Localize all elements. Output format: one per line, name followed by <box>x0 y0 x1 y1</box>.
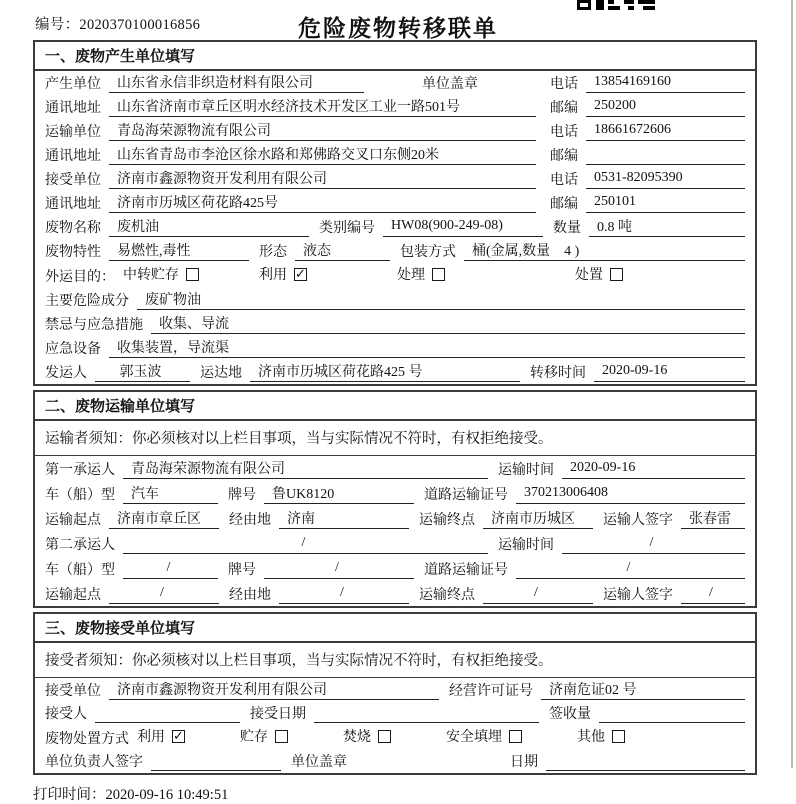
route2-via-label: 经由地 <box>229 588 271 603</box>
generator-label: 产生单位 <box>45 77 101 92</box>
receiver-label: 接受单位 <box>45 173 101 188</box>
row-disposal-method <box>35 725 755 750</box>
generator-left <box>45 72 550 93</box>
vehicle1-plate-label: 牌号 <box>228 488 256 503</box>
row-acceptor <box>35 702 755 725</box>
checkbox-disposal-other-icon <box>612 730 625 743</box>
seal-date-value <box>546 752 745 771</box>
disposal-option-other <box>577 726 625 748</box>
row-equipment <box>35 336 755 360</box>
receiving-unit-value: 济南市鑫源物资开发利用有限公司 <box>109 679 439 700</box>
row-transporter-unit <box>35 119 755 143</box>
transporter-address-label: 通讯地址 <box>45 149 101 164</box>
vehicle2-plate-value: / <box>264 560 414 579</box>
row-waste-name <box>35 215 755 239</box>
purpose-option-treat <box>397 264 445 286</box>
row-dispatch <box>35 360 755 384</box>
route2-end-value: / <box>483 585 593 604</box>
generator-address-value: 山东省济南市章丘区明水经济技术开发区工业一路501号 <box>109 96 536 117</box>
vehicle2-license-label: 道路运输证号 <box>424 563 508 578</box>
hazard-label: 主要危险成分 <box>45 294 129 309</box>
row-route1 <box>35 506 755 531</box>
transporter-value: 青岛海荣源物流有限公司 <box>109 120 536 141</box>
row-responsible-signature <box>35 750 755 773</box>
responsible-sign-label: 单位负责人签字 <box>45 755 143 770</box>
vehicle1-type-label: 车（船）型 <box>45 488 115 503</box>
carrier1-label: 第一承运人 <box>45 463 115 478</box>
print-time-label: 打印时间： <box>33 787 106 803</box>
row-carrier2 <box>35 531 755 556</box>
seal-label: 单位盖章 <box>422 77 478 92</box>
carrier2-time-value: / <box>562 535 745 554</box>
route1-sign-value: 张春雷 <box>681 508 745 529</box>
destination-value: 济南市历城区荷花路425 号 <box>250 361 520 382</box>
waste-form-value: 液态 <box>295 240 390 261</box>
row-vehicle2 <box>35 556 755 581</box>
checkbox-disposal-storage-icon <box>275 730 288 743</box>
row-route2 <box>35 581 755 606</box>
disposal-storage-label: 贮存 <box>240 730 268 745</box>
receiver-postcode-label: 邮编 <box>550 197 578 212</box>
route2-via-value: / <box>279 585 409 604</box>
carrier1-time-label: 运输时间 <box>498 463 554 478</box>
row-receiver-address <box>35 191 755 215</box>
checkbox-disposal-landfill-icon <box>509 730 522 743</box>
carrier1-value: 青岛海荣源物流有限公司 <box>123 458 488 479</box>
dispatcher-label: 发运人 <box>45 366 87 381</box>
responsible-sign-value <box>151 752 281 771</box>
receiver-address-left <box>45 192 550 213</box>
disposal-option-incinerate <box>343 726 391 748</box>
accept-date-value <box>314 704 539 723</box>
seal-date-label: 日期 <box>510 755 538 770</box>
receiver-phone-value: 0531-82095390 <box>586 170 745 189</box>
disposal-utilize-label: 利用 <box>137 730 165 745</box>
generator-address-label: 通讯地址 <box>45 101 101 116</box>
row-hazard <box>35 288 755 312</box>
route2-start-value: / <box>109 585 219 604</box>
waste-name-value: 废机油 <box>109 216 309 237</box>
waste-form-label: 形态 <box>259 245 287 260</box>
receiver-notice: 接受者须知：你必须核对以上栏目事项，当与实际情况不符时，有权拒绝接受。 <box>35 643 755 678</box>
checkbox-dispose-icon <box>610 268 623 281</box>
route2-end-label: 运输终点 <box>419 588 475 603</box>
receiving-unit-label: 接受单位 <box>45 684 101 699</box>
vehicle1-license-value: 370213006408 <box>516 485 745 504</box>
packing-value: 桶(金属,数量 4 ) <box>464 240 745 261</box>
disposal-landfill-label: 安全填埋 <box>446 730 502 745</box>
row-purpose <box>35 263 755 288</box>
row-transporter-address <box>35 143 755 167</box>
row-generator-unit <box>35 71 755 95</box>
section-receiver <box>33 612 757 775</box>
purpose-dispose-label: 处置 <box>575 268 603 283</box>
row-generator-address <box>35 95 755 119</box>
route2-sign-value: / <box>681 585 745 604</box>
receiver-address-value: 济南市历城区荷花路425号 <box>109 192 536 213</box>
equipment-label: 应急设备 <box>45 342 101 357</box>
carrier2-time-label: 运输时间 <box>498 538 554 553</box>
transfer-time-label: 转移时间 <box>530 366 586 381</box>
route1-end-value: 济南市历城区 <box>483 508 593 529</box>
row-receiver-unit <box>35 167 755 191</box>
section-transporter <box>33 390 757 608</box>
transporter-label: 运输单位 <box>45 125 101 140</box>
transporter-address-left <box>45 144 550 165</box>
signed-amount-label: 签收量 <box>549 707 591 722</box>
contraindication-value: 收集、导流 <box>151 313 745 334</box>
section2-title: 二、废物运输单位填写 <box>35 392 755 421</box>
waste-quantity-label: 数量 <box>553 221 581 236</box>
purpose-utilize-label: 利用 <box>259 268 287 283</box>
operating-license-value: 济南危证02 号 <box>541 679 745 700</box>
disposal-option-utilize <box>137 726 185 748</box>
generator-address-left <box>45 96 550 117</box>
carrier2-value: / <box>123 535 488 554</box>
checkbox-treat-icon <box>432 268 445 281</box>
transporter-left <box>45 120 550 141</box>
packing-label: 包装方式 <box>400 245 456 260</box>
route1-start-value: 济南市章丘区 <box>109 508 219 529</box>
operating-license-label: 经营许可证号 <box>449 684 533 699</box>
disposal-other-label: 其他 <box>577 730 605 745</box>
contraindication-label: 禁忌与应急措施 <box>45 318 143 333</box>
purpose-label: 外运目的： <box>45 270 115 285</box>
row-carrier1 <box>35 456 755 481</box>
transporter-postcode-label: 邮编 <box>550 149 578 164</box>
generator-value: 山东省永信非织造材料有限公司 <box>109 72 364 93</box>
generator-postcode-value: 250200 <box>586 98 745 117</box>
transporter-phone-value: 18661672606 <box>586 122 745 141</box>
waste-category-label: 类别编号 <box>319 221 375 236</box>
hazard-value: 废矿物油 <box>137 289 745 310</box>
generator-postcode-label: 邮编 <box>550 101 578 116</box>
purpose-option-transfer-storage <box>123 264 199 286</box>
transporter-postcode-value <box>586 146 745 165</box>
vehicle2-type-label: 车（船）型 <box>45 563 115 578</box>
disposal-option-landfill <box>446 726 522 748</box>
purpose-option-dispose <box>575 264 623 286</box>
section1-title: 一、废物产生单位填写 <box>35 42 755 71</box>
destination-label: 运达地 <box>200 366 242 381</box>
route1-via-value: 济南 <box>279 508 409 529</box>
route2-sign-label: 运输人签字 <box>603 588 673 603</box>
waste-property-value: 易燃性,毒性 <box>109 240 249 261</box>
acceptor-label: 接受人 <box>45 707 87 722</box>
page-title: 危险废物转移联单 <box>298 15 498 41</box>
checkbox-disposal-incinerate-icon <box>378 730 391 743</box>
carrier2-label: 第二承运人 <box>45 538 115 553</box>
route1-sign-label: 运输人签字 <box>603 513 673 528</box>
unit-seal-label: 单位盖章 <box>291 755 347 770</box>
vehicle2-type-value: / <box>123 560 218 579</box>
waste-quantity-value: 0.8 吨 <box>589 216 745 237</box>
route2-start-label: 运输起点 <box>45 588 101 603</box>
route1-end-label: 运输终点 <box>419 513 475 528</box>
doc-number-value: 2020370100016856 <box>79 17 201 33</box>
purpose-option-utilize <box>259 264 307 286</box>
transfer-time-value: 2020-09-16 <box>594 363 745 382</box>
equipment-value: 收集装置，导流渠 <box>109 337 745 358</box>
row-receiving-unit <box>35 678 755 702</box>
transporter-notice: 运输者须知：你必须核对以上栏目事项，当与实际情况不符时，有权拒绝接受。 <box>35 421 755 456</box>
route1-via-label: 经由地 <box>229 513 271 528</box>
disposal-option-storage <box>240 726 288 748</box>
doc-number-label: 编号： <box>35 17 80 33</box>
disposal-method-label: 废物处置方式 <box>45 732 129 747</box>
receiver-left <box>45 168 550 189</box>
receiver-value: 济南市鑫源物资开发利用有限公司 <box>109 168 536 189</box>
waste-name-label: 废物名称 <box>45 221 101 236</box>
transporter-address-value: 山东省青岛市李沧区徐水路和郑佛路交叉口东侧20米 <box>109 144 536 165</box>
waste-property-label: 废物特性 <box>45 245 101 260</box>
vehicle2-license-value: / <box>516 560 745 579</box>
row-contraindication <box>35 312 755 336</box>
doc-number <box>35 13 200 34</box>
checkbox-transfer-storage-icon <box>186 268 199 281</box>
vehicle1-license-label: 道路运输证号 <box>424 488 508 503</box>
accept-date-label: 接受日期 <box>250 707 306 722</box>
acceptor-value <box>95 704 240 723</box>
qr-code-fragment-icon <box>577 0 655 10</box>
checkbox-utilize-icon: ✓ <box>295 266 306 282</box>
print-time-value: 2020-09-16 10:49:51 <box>105 787 229 803</box>
section3-title: 三、废物接受单位填写 <box>35 614 755 643</box>
transporter-phone-label: 电话 <box>550 125 578 140</box>
purpose-treat-label: 处理 <box>397 268 425 283</box>
vehicle2-plate-label: 牌号 <box>228 563 256 578</box>
receiver-phone-label: 电话 <box>550 173 578 188</box>
checkbox-disposal-utilize-icon: ✓ <box>173 728 184 744</box>
row-waste-property <box>35 239 755 263</box>
carrier1-time-value: 2020-09-16 <box>562 460 745 479</box>
print-time <box>33 783 796 804</box>
generator-phone-label: 电话 <box>550 77 578 92</box>
page-edge-line <box>791 0 793 768</box>
vehicle1-plate-value: 鲁UK8120 <box>264 483 414 504</box>
receiver-address-label: 通讯地址 <box>45 197 101 212</box>
disposal-incinerate-label: 焚烧 <box>343 730 371 745</box>
section-generator <box>33 40 757 386</box>
vehicle1-type-value: 汽车 <box>123 483 218 504</box>
receiver-postcode-value: 250101 <box>586 194 745 213</box>
waste-category-value: HW08(900-249-08) <box>383 218 543 237</box>
dispatcher-value: 郭玉波 <box>95 361 190 382</box>
row-vehicle1 <box>35 481 755 506</box>
manifest-form <box>33 40 757 775</box>
document-header <box>0 0 796 40</box>
purpose-transfer-storage-label: 中转贮存 <box>123 268 179 283</box>
generator-phone-value: 13854169160 <box>586 74 745 93</box>
route1-start-label: 运输起点 <box>45 513 101 528</box>
signed-amount-value <box>599 704 745 723</box>
